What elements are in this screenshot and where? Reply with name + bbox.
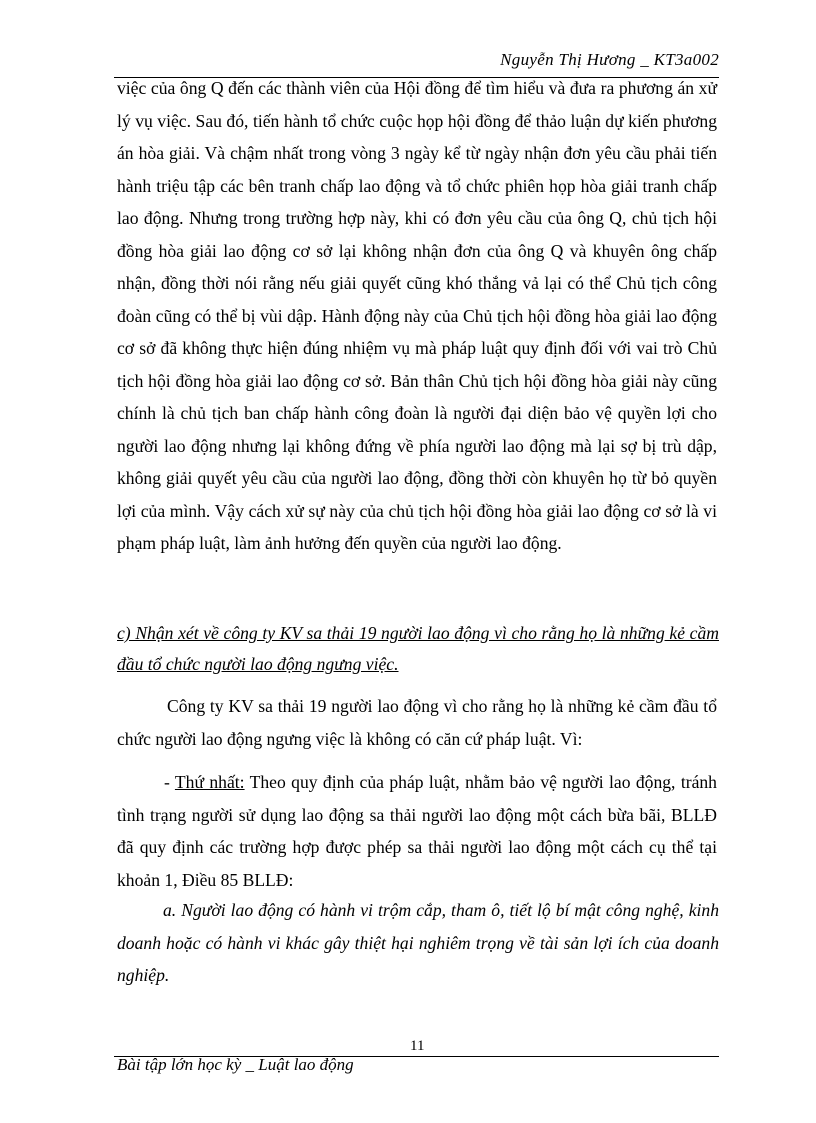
section-heading-c: c) Nhận xét về công ty KV sa thải 19 người lao động vì cho rằng họ là những kẻ cầm đầu tổ chức người lao động ngưng việc. — [117, 623, 719, 674]
paragraph-1-text: việc của ông Q đến các thành viên của Hội đồng để tìm hiểu và đưa ra phương án xử lý vụ việc. Sau đó, tiến hành tổ chức cuộc họp hội đồng để thảo luận dự kiến phương án hòa giải. Và chậm nhất trong vòng 3 ngày kể từ ngày nhận đơn yêu cầu phải tiến hành triệu tập các bên tranh chấp lao động và tổ chức phiên họp hòa giải tranh chấp lao động. Nhưng trong trường hợp này, khi có đơn yêu cầu của ông Q, chủ tịch hội đồng hòa giải lao động cơ sở lại không nhận đơn của ông Q và khuyên ông chấp nhận, đồng thời nói rằng nếu giải quyết cũng khó thắng vả lại có thể Chủ tịch công đoàn cũng có thể bị vùi dập. Hành động này của Chủ tịch hội đồng hòa giải lao động cơ sở đã không thực hiện đúng nhiệm vụ mà pháp luật quy định đối với vai trò Chủ tịch hội đồng hòa giải lao động cơ sở. Bản thân Chủ tịch hội đồng hòa giải này cũng chính là chủ tịch ban chấp hành công đoàn là người đại diện bảo vệ quyền lợi cho người lao động nhưng lại không đứng về phía người lao động mà lại sợ bị trù dập, không giải quyết yêu cầu của người lao động, đồng thời còn khuyên họ từ bỏ quyền lợi của mình. Vậy cách xử sự này của chủ tịch hội đồng hòa giải lao động cơ sở là vi phạm pháp luật, làm ảnh hưởng đến quyền của người lao động. — [117, 78, 717, 553]
paragraph-4-italic: a. Người lao động có hành vi trộm cắp, tham ô, tiết lộ bí mật công nghệ, kinh doanh hoặc có hành vi khác gây thiệt hại nghiêm trọng về tài sản lợi ích của doanh nghiệp. — [117, 900, 719, 985]
paragraph-1 — [117, 72, 717, 560]
page-footer: Bài tập lớn học kỳ _ Luật lao động — [117, 1055, 354, 1074]
page-header: Nguyễn Thị Hương _ KT3a002 — [500, 50, 719, 69]
paragraph-3-text: Theo quy định của pháp luật, nhằm bảo vệ người lao động, tránh tình trạng người sử dụng lao động sa thải người lao động một cách bừa bãi, BLLĐ đã quy định các trường hợp được phép sa thải người lao động một cách cụ thể tại khoản 1, Điều 85 BLLĐ: — [117, 772, 717, 890]
paragraph-3 — [117, 766, 717, 896]
paragraph-3-label: Thứ nhất: — [174, 772, 245, 792]
paragraph-3-prefix: - — [164, 772, 175, 792]
paragraph-2: Công ty KV sa thải 19 người lao động vì cho rằng họ là những kẻ cầm đầu tổ chức người lao động ngưng việc là không có căn cứ pháp luật. Vì: — [117, 696, 717, 749]
page-number: 11 — [410, 1038, 425, 1054]
